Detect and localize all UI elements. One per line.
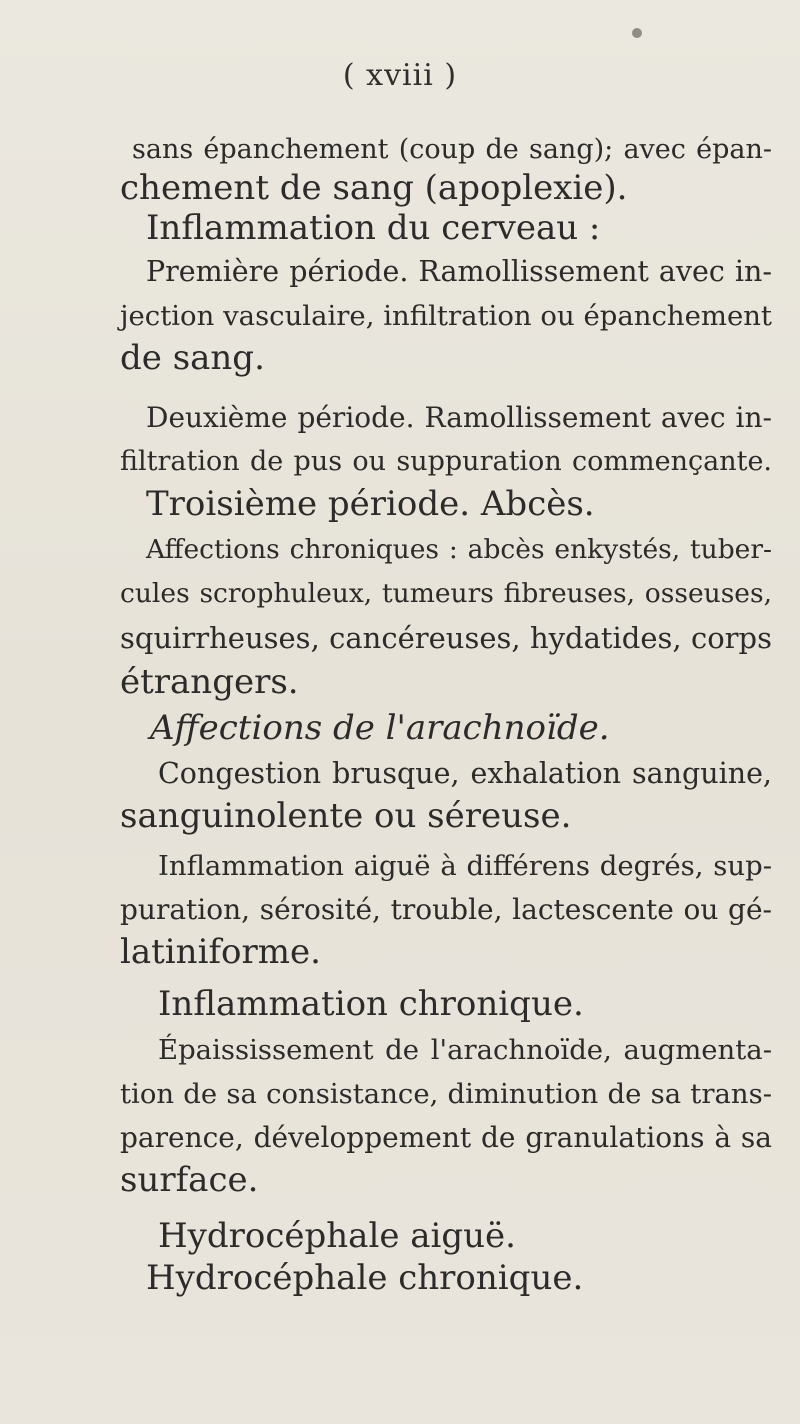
text-line-10: Affections chroniques : abcès enkystés, tuber- <box>146 534 772 565</box>
text-line-7: Deuxième période. Ramollissement avec in- <box>146 401 772 434</box>
text-line-20: Inflammation chronique. <box>158 984 584 1024</box>
text-line-16: sanguinolente ou séreuse. <box>120 796 572 836</box>
text-line-2: chement de sang (apoplexie). <box>120 168 628 208</box>
text-line-4: Première période. Ramollissement avec in- <box>146 255 772 288</box>
section-heading-arachnoide: Affections de l'arachnoïde. <box>150 708 610 748</box>
text-line-13: étrangers. <box>120 662 299 702</box>
text-line-1: sans épanchement (coup de sang); avec épan- <box>132 134 772 165</box>
text-line-25: Hydrocéphale aiguë. <box>158 1216 516 1256</box>
text-line-23: parence, développement de granulations à sa <box>120 1121 772 1154</box>
text-line-22: tion de sa consistance, diminution de sa trans- <box>120 1078 772 1110</box>
text-line-18: puration, sérosité, trouble, lactescente ou gé- <box>120 893 772 926</box>
page-number-header: ( xviii ) <box>342 58 458 93</box>
text-line-9: Troisième période. Abcès. <box>146 484 595 524</box>
text-line-17: Inflammation aiguë à différens degrés, sup- <box>158 850 772 882</box>
text-line-11: cules scrophuleux, tumeurs fibreuses, osseuses, <box>120 578 772 609</box>
text-line-5: jection vasculaire, infiltration ou épanchement <box>120 300 772 332</box>
text-line-19: latiniforme. <box>120 932 321 972</box>
text-line-3: Inflammation du cerveau : <box>146 208 601 248</box>
ink-speck <box>632 28 642 38</box>
text-line-8: filtration de pus ou suppuration commençante. <box>120 446 772 477</box>
text-line-15: Congestion brusque, exhalation sanguine, <box>158 757 772 790</box>
text-line-21: Épaississement de l'arachnoïde, augmenta- <box>158 1034 772 1066</box>
text-line-12: squirrheuses, cancéreuses, hydatides, corps <box>120 621 772 655</box>
text-line-26: Hydrocéphale chronique. <box>146 1258 584 1298</box>
text-line-6: de sang. <box>120 338 265 378</box>
text-line-24: surface. <box>120 1160 259 1200</box>
